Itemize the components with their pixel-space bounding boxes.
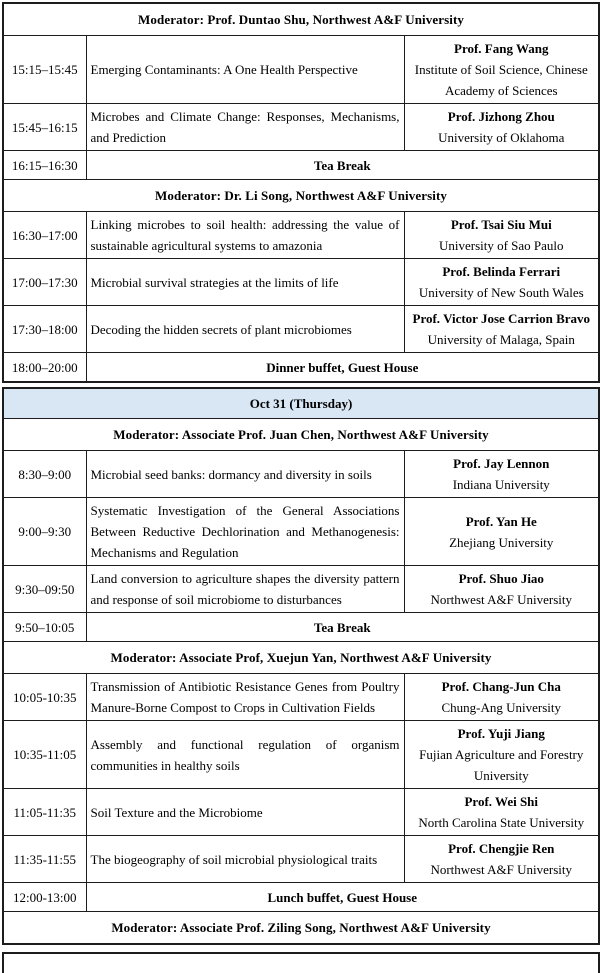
session-row <box>3 721 599 789</box>
moderator-label: Moderator: Prof. Duntao Shu, Northwest A&F University <box>3 3 599 36</box>
moderator-row <box>3 912 599 945</box>
topic-cell: Transmission of Antibiotic Resistance Genes from Poultry Manure-Borne Compost to Crops in Cultivation Fields <box>86 674 404 721</box>
moderator-label: Moderator: Associate Prof, Xuejun Yan, Northwest A&F University <box>3 642 599 674</box>
session-row <box>3 836 599 883</box>
moderator-row <box>3 642 599 674</box>
speaker-name: Prof. Chang-Jun Cha <box>441 679 561 694</box>
speaker-affiliation: Institute of Soil Science, Chinese Academy of Sciences <box>414 62 588 98</box>
speaker-name: Prof. Chengjie Ren <box>448 841 555 856</box>
speaker-cell <box>404 498 599 566</box>
time-cell: 12:00-13:00 <box>3 883 86 912</box>
speaker-cell <box>404 836 599 883</box>
speaker-affiliation: Indiana University <box>452 477 550 492</box>
topic-cell: Decoding the hidden secrets of plant microbiomes <box>86 306 404 353</box>
session-row <box>3 306 599 353</box>
session-row <box>3 104 599 151</box>
time-cell: 9:50–10:05 <box>3 613 86 642</box>
time-cell: 8:30–9:00 <box>3 451 86 498</box>
time-cell: 16:30–17:00 <box>3 212 86 259</box>
time-cell: 9:00–9:30 <box>3 498 86 566</box>
time-cell: 10:35-11:05 <box>3 721 86 789</box>
speaker-affiliation: University of New South Wales <box>418 285 584 300</box>
session-row <box>3 566 599 613</box>
speaker-name: Prof. Jizhong Zhou <box>447 109 555 124</box>
moderator-row <box>3 419 599 451</box>
schedule-segment-next-partial <box>2 952 600 973</box>
speaker-cell <box>404 789 599 836</box>
speaker-affiliation: Northwest A&F University <box>430 862 573 877</box>
time-cell: 15:15–15:45 <box>3 36 86 104</box>
schedule-segment-oct30 <box>2 2 600 383</box>
speaker-name: Prof. Tsai Siu Mui <box>450 217 552 232</box>
topic-cell: Emerging Contaminants: A One Health Perspective <box>86 36 404 104</box>
moderator-label: Moderator: Dr. Li Song, Northwest A&F University <box>3 180 599 212</box>
session-row <box>3 789 599 836</box>
speaker-affiliation: University of Oklahoma <box>438 130 565 145</box>
time-cell: 10:05-10:35 <box>3 674 86 721</box>
session-row <box>3 36 599 104</box>
speaker-name: Prof. Yuji Jiang <box>457 726 545 741</box>
speaker-cell <box>404 674 599 721</box>
session-row <box>3 212 599 259</box>
time-cell: 16:15–16:30 <box>3 151 86 180</box>
speaker-name: Prof. Jay Lennon <box>453 456 550 471</box>
speaker-affiliation: North Carolina State University <box>418 815 585 830</box>
partial-row <box>3 953 599 973</box>
session-row <box>3 451 599 498</box>
speaker-cell <box>404 451 599 498</box>
speaker-name: Prof. Yan He <box>465 513 537 529</box>
speaker-name: Prof. Victor Jose Carrion Bravo <box>412 311 591 326</box>
speaker-cell <box>404 36 599 104</box>
break-row <box>3 353 599 383</box>
topic-cell: Soil Texture and the Microbiome <box>86 789 404 836</box>
speaker-cell <box>404 306 599 353</box>
speaker-affiliation: University of Malaga, Spain <box>427 332 575 347</box>
time-cell: 15:45–16:15 <box>3 104 86 151</box>
time-cell: 17:30–18:00 <box>3 306 86 353</box>
break-label: Dinner buffet, Guest House <box>86 353 599 383</box>
speaker-cell <box>404 212 599 259</box>
day-header-label: Oct 31 (Thursday) <box>3 388 599 419</box>
partial-next-row <box>3 953 599 973</box>
break-label: Lunch buffet, Guest House <box>86 883 599 912</box>
session-row <box>3 674 599 721</box>
topic-cell: Microbial survival strategies at the limits of life <box>86 259 404 306</box>
speaker-affiliation: University of Sao Paulo <box>438 238 564 253</box>
moderator-label: Moderator: Associate Prof. Ziling Song, Northwest A&F University <box>3 912 599 945</box>
time-cell: 17:00–17:30 <box>3 259 86 306</box>
break-row <box>3 151 599 180</box>
time-cell: 18:00–20:00 <box>3 353 86 383</box>
day-row <box>3 388 599 419</box>
topic-cell: Systematic Investigation of the General Associations Between Reductive Dechlorination and Methanogenesis: Mechanisms and Regulation <box>86 498 404 566</box>
speaker-affiliation: Zhejiang University <box>449 534 554 550</box>
speaker-name: Prof. Shuo Jiao <box>458 571 544 586</box>
break-label: Tea Break <box>86 151 599 180</box>
speaker-cell <box>404 259 599 306</box>
session-row <box>3 498 599 566</box>
break-row <box>3 883 599 912</box>
session-row <box>3 259 599 306</box>
speaker-cell <box>404 566 599 613</box>
speaker-cell <box>404 104 599 151</box>
topic-cell: The biogeography of soil microbial physiological traits <box>86 836 404 883</box>
moderator-row <box>3 3 599 36</box>
speaker-name: Prof. Wei Shi <box>464 794 539 809</box>
speaker-name: Prof. Belinda Ferrari <box>442 264 561 279</box>
speaker-name: Prof. Fang Wang <box>454 41 549 56</box>
speaker-affiliation: Northwest A&F University <box>430 592 573 607</box>
moderator-row <box>3 180 599 212</box>
break-label: Tea Break <box>86 613 599 642</box>
topic-cell: Microbial seed banks: dormancy and diversity in soils <box>86 451 404 498</box>
schedule-segment-oct31 <box>2 387 600 945</box>
speaker-affiliation: Fujian Agriculture and Forestry University <box>419 747 584 783</box>
speaker-affiliation: Chung-Ang University <box>441 700 562 715</box>
topic-cell: Assembly and functional regulation of organism communities in healthy soils <box>86 721 404 789</box>
time-cell: 9:30–09:50 <box>3 566 86 613</box>
topic-cell: Linking microbes to soil health: addressing the value of sustainable agricultural systems to amazonia <box>86 212 404 259</box>
break-row <box>3 613 599 642</box>
time-cell: 11:35-11:55 <box>3 836 86 883</box>
topic-cell: Microbes and Climate Change: Responses, Mechanisms, and Prediction <box>86 104 404 151</box>
speaker-cell <box>404 721 599 789</box>
topic-cell: Land conversion to agriculture shapes the diversity pattern and response of soil microbiome to disturbances <box>86 566 404 613</box>
moderator-label: Moderator: Associate Prof. Juan Chen, Northwest A&F University <box>3 419 599 451</box>
time-cell: 11:05-11:35 <box>3 789 86 836</box>
